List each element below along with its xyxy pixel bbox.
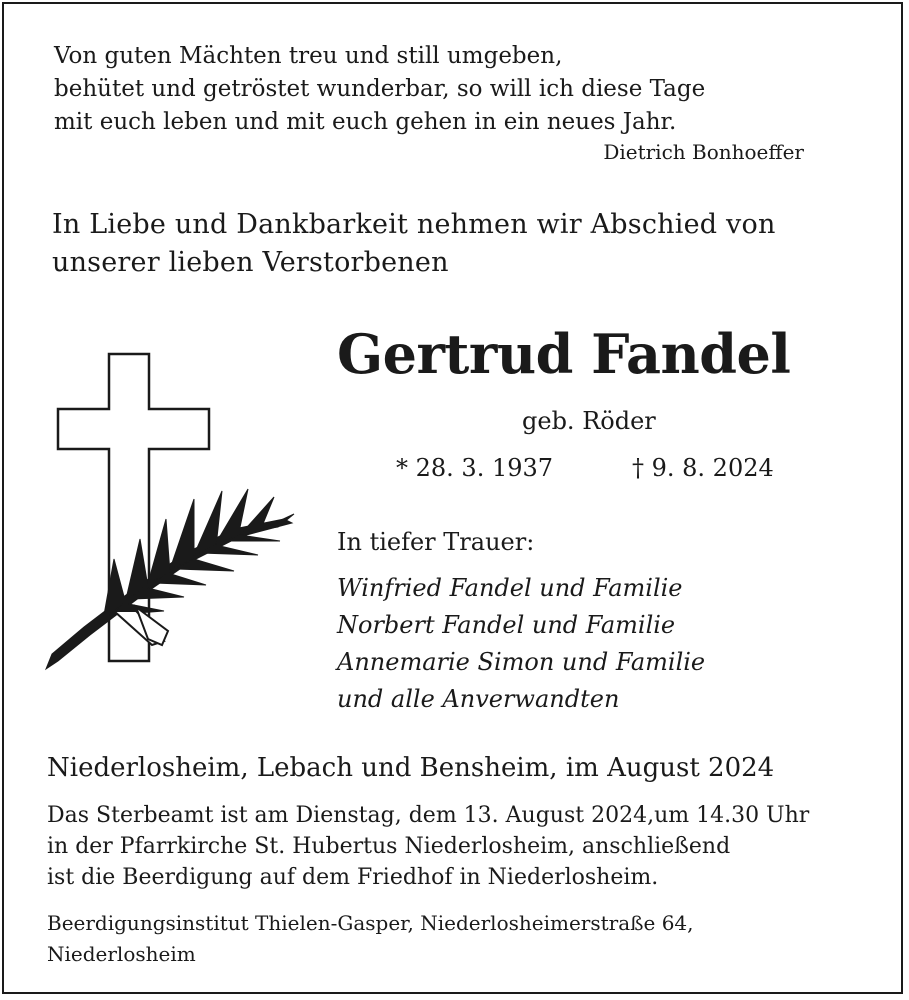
poem-quote: [54, 40, 705, 139]
mourning-heading: In tiefer Trauer:: [337, 528, 535, 556]
intro-line: In Liebe und Dankbarkeit nehmen wir Abschied von: [52, 209, 776, 240]
family-member: und alle Anverwandten: [337, 685, 620, 713]
undertaker-info: [47, 908, 694, 970]
family-member: Winfried Fandel und Familie: [337, 574, 683, 602]
maiden-name: geb. Röder: [522, 407, 656, 435]
undertaker-line: Niederlosheim: [47, 942, 196, 966]
place-date: Niederlosheim, Lebach und Bensheim, im August 2024: [47, 753, 775, 783]
intro-line: unserer lieben Verstorbenen: [52, 247, 449, 278]
poem-line: behütet und getröstet wunderbar, so will ich diese Tage: [54, 76, 706, 102]
deceased-name: Gertrud Fandel: [337, 322, 791, 386]
family-member: Annemarie Simon und Familie: [337, 648, 706, 676]
poem-author: Dietrich Bonhoeffer: [603, 140, 804, 164]
service-info: [47, 800, 809, 893]
poem-line: Von guten Mächten treu und still umgeben,: [54, 43, 563, 69]
death-date: † 9. 8. 2024: [632, 454, 774, 482]
undertaker-line: Beerdigungsinstitut Thielen-Gasper, Niederlosheimerstraße 64,: [47, 911, 694, 935]
service-line: in der Pfarrkirche St. Hubertus Niederlosheim, anschließend: [47, 834, 731, 859]
cross-with-palm-icon: [44, 349, 299, 679]
birth-date: * 28. 3. 1937: [396, 454, 554, 482]
intro-text: [52, 206, 776, 282]
obituary-frame: [2, 2, 903, 994]
poem-line: mit euch leben und mit euch gehen in ein neues Jahr.: [54, 109, 677, 135]
family-member: Norbert Fandel und Familie: [337, 611, 676, 639]
family-list: [337, 570, 705, 718]
service-line: Das Sterbeamt ist am Dienstag, dem 13. August 2024,um 14.30 Uhr: [47, 803, 810, 828]
service-line: ist die Beerdigung auf dem Friedhof in Niederlosheim.: [47, 865, 659, 890]
